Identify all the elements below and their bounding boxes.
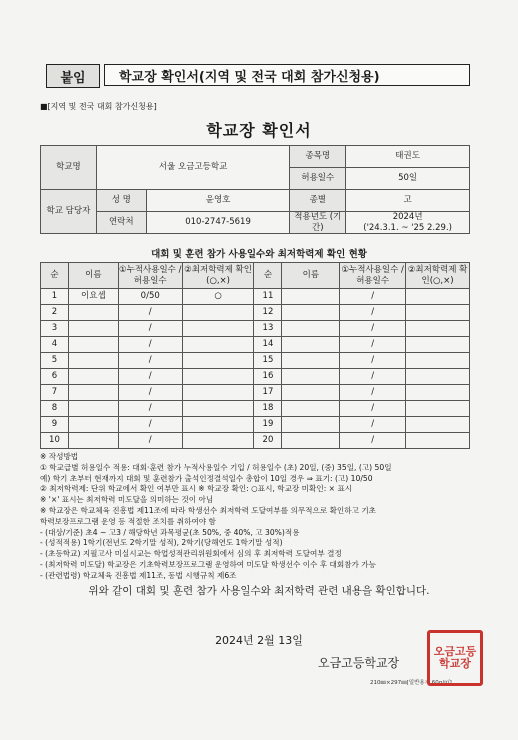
row-pass	[182, 385, 254, 401]
row-days: /	[340, 417, 406, 433]
table-row	[41, 353, 470, 369]
row-name	[282, 401, 340, 417]
note-line: 예) 학기 초부터 현재까지 대회 및 훈련참가 출석인정결석일수 총합이 10일 경우 ⇒ 표기: (고) 10/50	[40, 473, 373, 483]
note-line: ※ 작성방법	[40, 452, 79, 461]
notes-section	[40, 452, 480, 582]
row-name	[68, 417, 118, 433]
row-days: /	[340, 337, 406, 353]
row-name	[68, 305, 118, 321]
table-row	[41, 305, 470, 321]
header-pass: ②최저학력제 확인(○,×)	[182, 263, 254, 289]
row-no: 7	[41, 385, 69, 401]
row-no: 15	[254, 353, 282, 369]
header-no: 순	[254, 263, 282, 289]
usage-title: 대회 및 훈련 참가 사용일수와 최저학력제 확인 현황	[151, 249, 367, 260]
paper-size-note: 210㎜×297㎜[일반용지 60g/㎡]	[370, 680, 452, 686]
info-table	[40, 145, 470, 234]
row-no: 17	[254, 385, 282, 401]
note-line: 학력보장프로그램 운영 등 적절한 조치를 취하여야 함	[40, 516, 216, 526]
type-label: 종별	[290, 190, 346, 212]
row-days: /	[340, 321, 406, 337]
row-name: 이요셉	[68, 289, 118, 305]
row-no: 2	[41, 305, 69, 321]
row-days: /	[118, 337, 182, 353]
row-pass	[406, 433, 470, 449]
note-line: ※ '×' 표시는 최저학력 미도달을 의미하는 것이 아님	[40, 495, 214, 505]
row-name	[68, 321, 118, 337]
row-name	[68, 433, 118, 449]
row-name	[282, 385, 340, 401]
table-row	[41, 401, 470, 417]
note-line: ② 최저학력제: 단위 학교에서 확인 여부만 표시 ※ 학교장 확인: ○표시, 학교장 미확인: × 표시	[40, 484, 353, 494]
row-pass	[182, 433, 254, 449]
year-cell	[346, 212, 470, 234]
row-pass	[182, 305, 254, 321]
row-days: 0/50	[118, 289, 182, 305]
note-line: - (대상/기준) 초4 ~ 고3 / 해당학년 과목평균(초 50%, 중 40%, 고 30%)적용	[40, 527, 300, 537]
row-days: /	[340, 353, 406, 369]
row-name	[282, 321, 340, 337]
main-title: 학교장 확인서	[206, 121, 312, 140]
usage-table	[40, 262, 470, 449]
header-days: ①누적사용일수 /허용일수	[340, 263, 406, 289]
row-no: 1	[41, 289, 69, 305]
name-label: 성 명	[96, 190, 146, 212]
row-days: /	[118, 305, 182, 321]
row-no: 18	[254, 401, 282, 417]
year-value: 2024년	[392, 212, 423, 223]
note-line: - (성적적용) 1학기(전년도 2학기말 성적), 2학기(당해연도 1학기말 성적)	[40, 538, 283, 548]
issuer-name: 오금고등학교장	[318, 656, 400, 670]
row-no: 3	[41, 321, 69, 337]
table-row	[41, 289, 470, 305]
row-name	[282, 353, 340, 369]
note-line: - (최저학력 미도달) 학교장은 기초학력보장프로그램 운영하여 미도달 학생선수 이수 후 대회참가 가능	[40, 559, 376, 569]
row-no: 20	[254, 433, 282, 449]
row-name	[282, 433, 340, 449]
row-no: 9	[41, 417, 69, 433]
name-value: 윤영호	[146, 190, 290, 212]
row-pass	[406, 337, 470, 353]
row-days: /	[340, 289, 406, 305]
contact-label: 연락처	[96, 212, 146, 234]
school-seal-stamp: 오금고등학교장	[427, 630, 483, 686]
header-name: 이름	[68, 263, 118, 289]
row-pass: ○	[182, 289, 254, 305]
row-days: /	[340, 433, 406, 449]
row-days: /	[118, 385, 182, 401]
header-days: ①누적사용일수 /허용일수	[118, 263, 182, 289]
row-no: 5	[41, 353, 69, 369]
table-row	[41, 385, 470, 401]
row-pass	[182, 417, 254, 433]
row-no: 4	[41, 337, 69, 353]
row-pass	[406, 353, 470, 369]
row-no: 13	[254, 321, 282, 337]
row-name	[68, 385, 118, 401]
note-line: ① 학교급별 허용일수 적용: 대회·훈련 참가 누적사용일수 기입 / 허용일수 (초) 20일, (중) 35일, (고) 50일	[40, 462, 392, 472]
table-row	[41, 433, 470, 449]
row-days: /	[340, 385, 406, 401]
school-label: 학교명	[41, 146, 97, 190]
confirm-text: 위와 같이 대회 및 훈련 참가 사용일수와 최저학력 관련 내용을 확인합니다.	[88, 585, 430, 597]
row-name	[68, 337, 118, 353]
row-pass	[182, 369, 254, 385]
row-no: 14	[254, 337, 282, 353]
row-pass	[406, 289, 470, 305]
table-row	[41, 337, 470, 353]
row-pass	[406, 385, 470, 401]
row-days: /	[118, 353, 182, 369]
row-pass	[406, 401, 470, 417]
row-no: 10	[41, 433, 69, 449]
section-label: ■[지역 및 전국 대회 참가신청용]	[40, 102, 157, 111]
row-days: /	[340, 305, 406, 321]
row-pass	[406, 305, 470, 321]
row-pass	[406, 321, 470, 337]
row-name	[68, 369, 118, 385]
row-no: 8	[41, 401, 69, 417]
row-name	[282, 337, 340, 353]
row-name	[68, 353, 118, 369]
row-name	[282, 369, 340, 385]
allowed-days-value: 50일	[346, 168, 470, 190]
row-no: 6	[41, 369, 69, 385]
note-line: - (초등학교) 지필고사 미실시교는 학업성적관리위원회에서 심의 후 최저학력 도달여부 결정	[40, 549, 342, 559]
note-line: ※ 학교장은 학교체육 진흥법 제11조에 따라 학생선수 최저학력 도달여부를 의무적으로 확인하고 기초	[40, 505, 376, 515]
table-row	[41, 417, 470, 433]
issue-date: 2024년 2월 13일	[215, 634, 303, 647]
header-name: 이름	[282, 263, 340, 289]
row-name	[68, 401, 118, 417]
row-days: /	[340, 369, 406, 385]
row-no: 16	[254, 369, 282, 385]
school-value: 서울 오금고등학교	[96, 146, 290, 190]
row-days: /	[118, 401, 182, 417]
row-pass	[182, 321, 254, 337]
row-pass	[406, 417, 470, 433]
row-days: /	[118, 417, 182, 433]
row-days: /	[118, 369, 182, 385]
note-line: - (관련법령) 학교체육 진흥법 제11조, 동법 시행규칙 제6조	[40, 570, 237, 580]
event-value: 태권도	[346, 146, 470, 168]
row-no: 19	[254, 417, 282, 433]
header-pass: ②최저학력제 확인(○,×)	[406, 263, 470, 289]
contact-value: 010-2747-5619	[146, 212, 290, 234]
row-pass	[182, 353, 254, 369]
row-pass	[182, 401, 254, 417]
year-label: 적용년도 (기간)	[290, 212, 346, 234]
row-days: /	[118, 433, 182, 449]
row-name	[282, 417, 340, 433]
row-days: /	[118, 321, 182, 337]
table-row	[41, 321, 470, 337]
type-value: 고	[346, 190, 470, 212]
manager-label: 학교 담당자	[41, 190, 97, 234]
table-row	[41, 369, 470, 385]
row-pass	[182, 337, 254, 353]
event-label: 종목명	[290, 146, 346, 168]
row-name	[282, 305, 340, 321]
period-value: ('24.3.1. ~ '25 2.29.)	[363, 222, 452, 233]
header-no: 순	[41, 263, 69, 289]
allowed-days-label: 허용일수	[290, 168, 346, 190]
row-name	[282, 289, 340, 305]
row-no: 11	[254, 289, 282, 305]
attachment-badge: 붙임	[46, 64, 100, 88]
row-days: /	[340, 401, 406, 417]
row-no: 12	[254, 305, 282, 321]
document-title-box: 학교장 확인서(지역 및 전국 대회 참가신청용)	[104, 64, 470, 86]
row-pass	[406, 369, 470, 385]
